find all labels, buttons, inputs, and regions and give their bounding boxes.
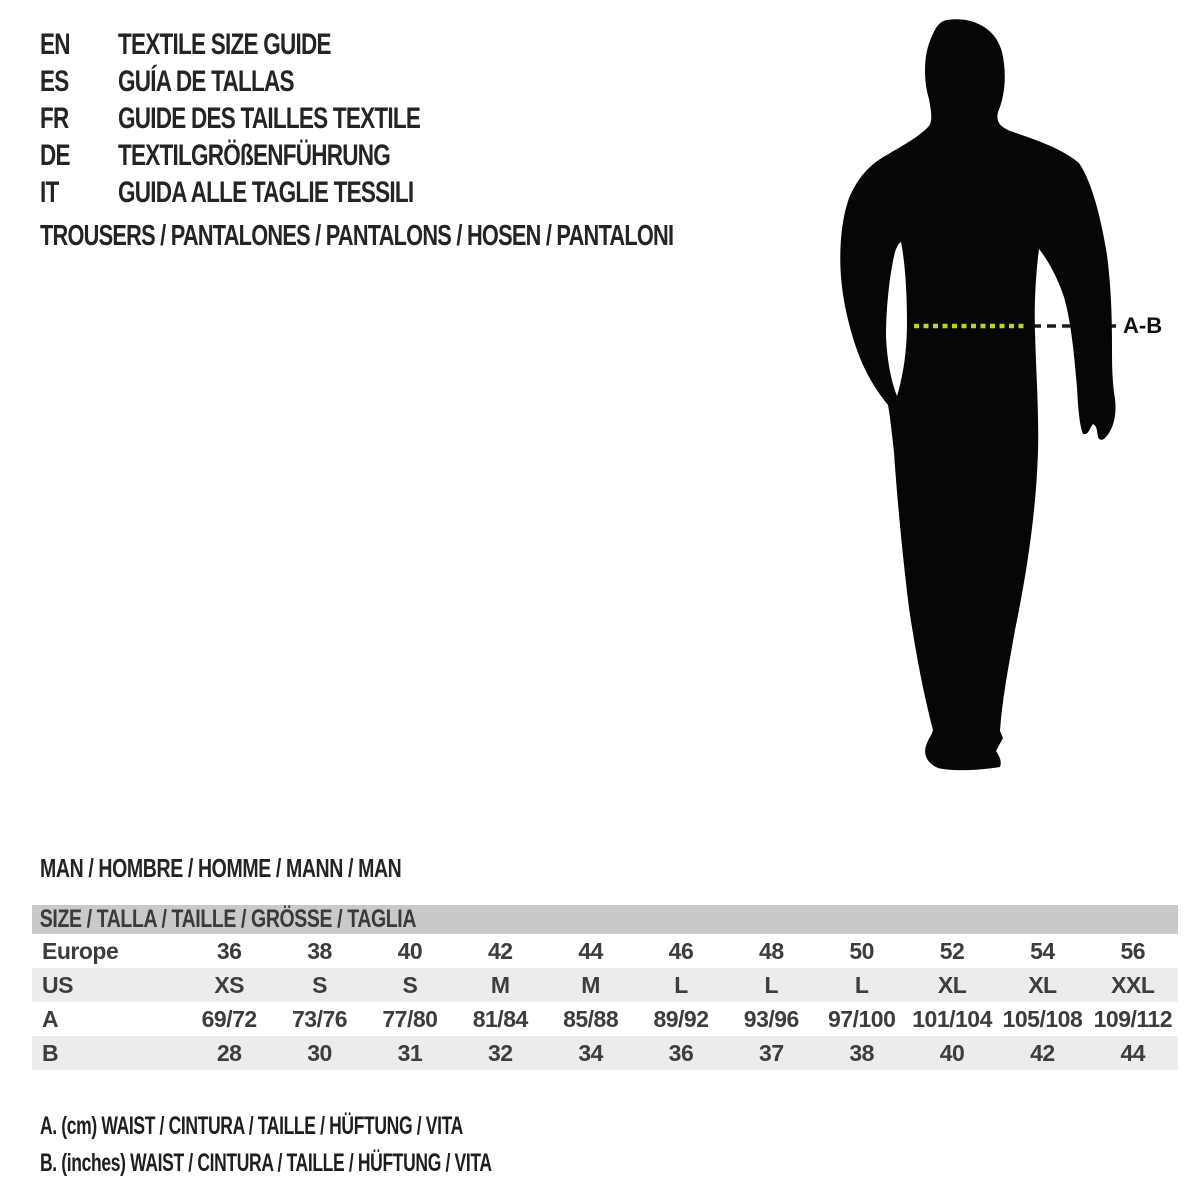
cell: 93/96 bbox=[743, 1005, 799, 1032]
language-row-en bbox=[40, 26, 521, 63]
size-table bbox=[32, 905, 1178, 1070]
cell: 52 bbox=[939, 937, 965, 964]
cell: 97/100 bbox=[828, 1005, 896, 1032]
cell: XS bbox=[214, 971, 245, 998]
cell: 40 bbox=[939, 1039, 965, 1066]
language-code: FR bbox=[40, 101, 69, 135]
category-title: TROUSERS / PANTALONES / PANTALONS / HOSEN / PANTALONI bbox=[40, 220, 674, 252]
waist-measure-label: A-B bbox=[1123, 313, 1163, 338]
language-row-fr bbox=[40, 100, 521, 137]
cell: 69/72 bbox=[201, 1005, 257, 1032]
cell: 48 bbox=[759, 937, 784, 964]
language-code: IT bbox=[40, 175, 59, 209]
cell: 38 bbox=[849, 1039, 874, 1066]
cell: 46 bbox=[668, 937, 694, 964]
language-row-de bbox=[40, 137, 521, 174]
cell: L bbox=[764, 971, 779, 998]
language-title: TEXTILE SIZE GUIDE bbox=[118, 27, 331, 61]
cell: L bbox=[674, 971, 688, 998]
cell: 109/112 bbox=[1093, 1005, 1172, 1032]
table-row-b-inches bbox=[32, 1036, 1178, 1070]
table-row-a-cm bbox=[32, 1002, 1178, 1036]
cell: 56 bbox=[1120, 937, 1146, 964]
cell: 34 bbox=[578, 1039, 603, 1066]
cell: 50 bbox=[849, 937, 874, 964]
cell: 37 bbox=[759, 1039, 784, 1066]
row-label: Europe bbox=[42, 937, 119, 964]
note-b-inches: B. (inches) WAIST / CINTURA / TAILLE / HÜFTUNG / VITA bbox=[40, 1149, 492, 1177]
cell: 77/80 bbox=[382, 1005, 438, 1032]
language-title: GUÍA DE TALLAS bbox=[118, 64, 294, 98]
cell: 105/108 bbox=[1002, 1005, 1083, 1032]
language-code: ES bbox=[40, 64, 69, 98]
row-label: US bbox=[42, 971, 73, 998]
cell: 89/92 bbox=[653, 1005, 709, 1032]
cell: 38 bbox=[307, 937, 332, 964]
man-silhouette-figure bbox=[820, 0, 1200, 800]
language-title-list bbox=[40, 26, 521, 211]
cell: 101/104 bbox=[912, 1005, 992, 1032]
language-row-it bbox=[40, 174, 521, 211]
cell: 36 bbox=[216, 937, 242, 964]
cell: L bbox=[854, 971, 869, 998]
language-code: DE bbox=[40, 138, 70, 172]
cell: S bbox=[402, 971, 418, 998]
language-row-es bbox=[40, 63, 521, 100]
cell: 73/76 bbox=[292, 1005, 348, 1032]
cell: 30 bbox=[307, 1039, 332, 1066]
cell: 28 bbox=[216, 1039, 242, 1066]
cell: XXL bbox=[1111, 971, 1155, 998]
man-silhouette-path bbox=[840, 19, 1115, 770]
table-row-europe bbox=[32, 934, 1178, 968]
cell: 44 bbox=[1120, 1039, 1146, 1066]
cell: 36 bbox=[668, 1039, 694, 1066]
cell: XL bbox=[1028, 971, 1057, 998]
section-title: MAN / HOMBRE / HOMME / MANN / MAN bbox=[40, 853, 402, 883]
measurement-notes bbox=[40, 1108, 685, 1182]
cell: 31 bbox=[397, 1039, 423, 1066]
row-label: A bbox=[42, 1005, 59, 1032]
language-title: GUIDA ALLE TAGLIE TESSILI bbox=[118, 175, 414, 209]
cell: 44 bbox=[578, 937, 603, 964]
cell: XL bbox=[937, 971, 967, 998]
cell: 85/88 bbox=[563, 1005, 619, 1032]
size-table-header-cell: SIZE / TALLA / TAILLE / GRÖSSE / TAGLIA bbox=[32, 905, 1178, 934]
table-row-us bbox=[32, 968, 1178, 1002]
language-code: EN bbox=[40, 27, 70, 61]
cell: M bbox=[490, 971, 510, 998]
cell: 42 bbox=[1030, 1039, 1055, 1066]
cell: 42 bbox=[487, 937, 513, 964]
row-label: B bbox=[42, 1039, 59, 1066]
cell: 54 bbox=[1030, 937, 1055, 964]
cell: M bbox=[581, 971, 600, 998]
note-a-cm: A. (cm) WAIST / CINTURA / TAILLE / HÜFTUNG / VITA bbox=[40, 1112, 463, 1140]
size-table-header-row bbox=[32, 905, 1178, 934]
cell: 32 bbox=[487, 1039, 513, 1066]
cell: S bbox=[312, 971, 327, 998]
language-title: GUIDE DES TAILLES TEXTILE bbox=[118, 101, 421, 135]
language-title: TEXTILGRÖßENFÜHRUNG bbox=[118, 138, 390, 172]
cell: 81/84 bbox=[472, 1005, 528, 1032]
cell: 40 bbox=[397, 937, 423, 964]
